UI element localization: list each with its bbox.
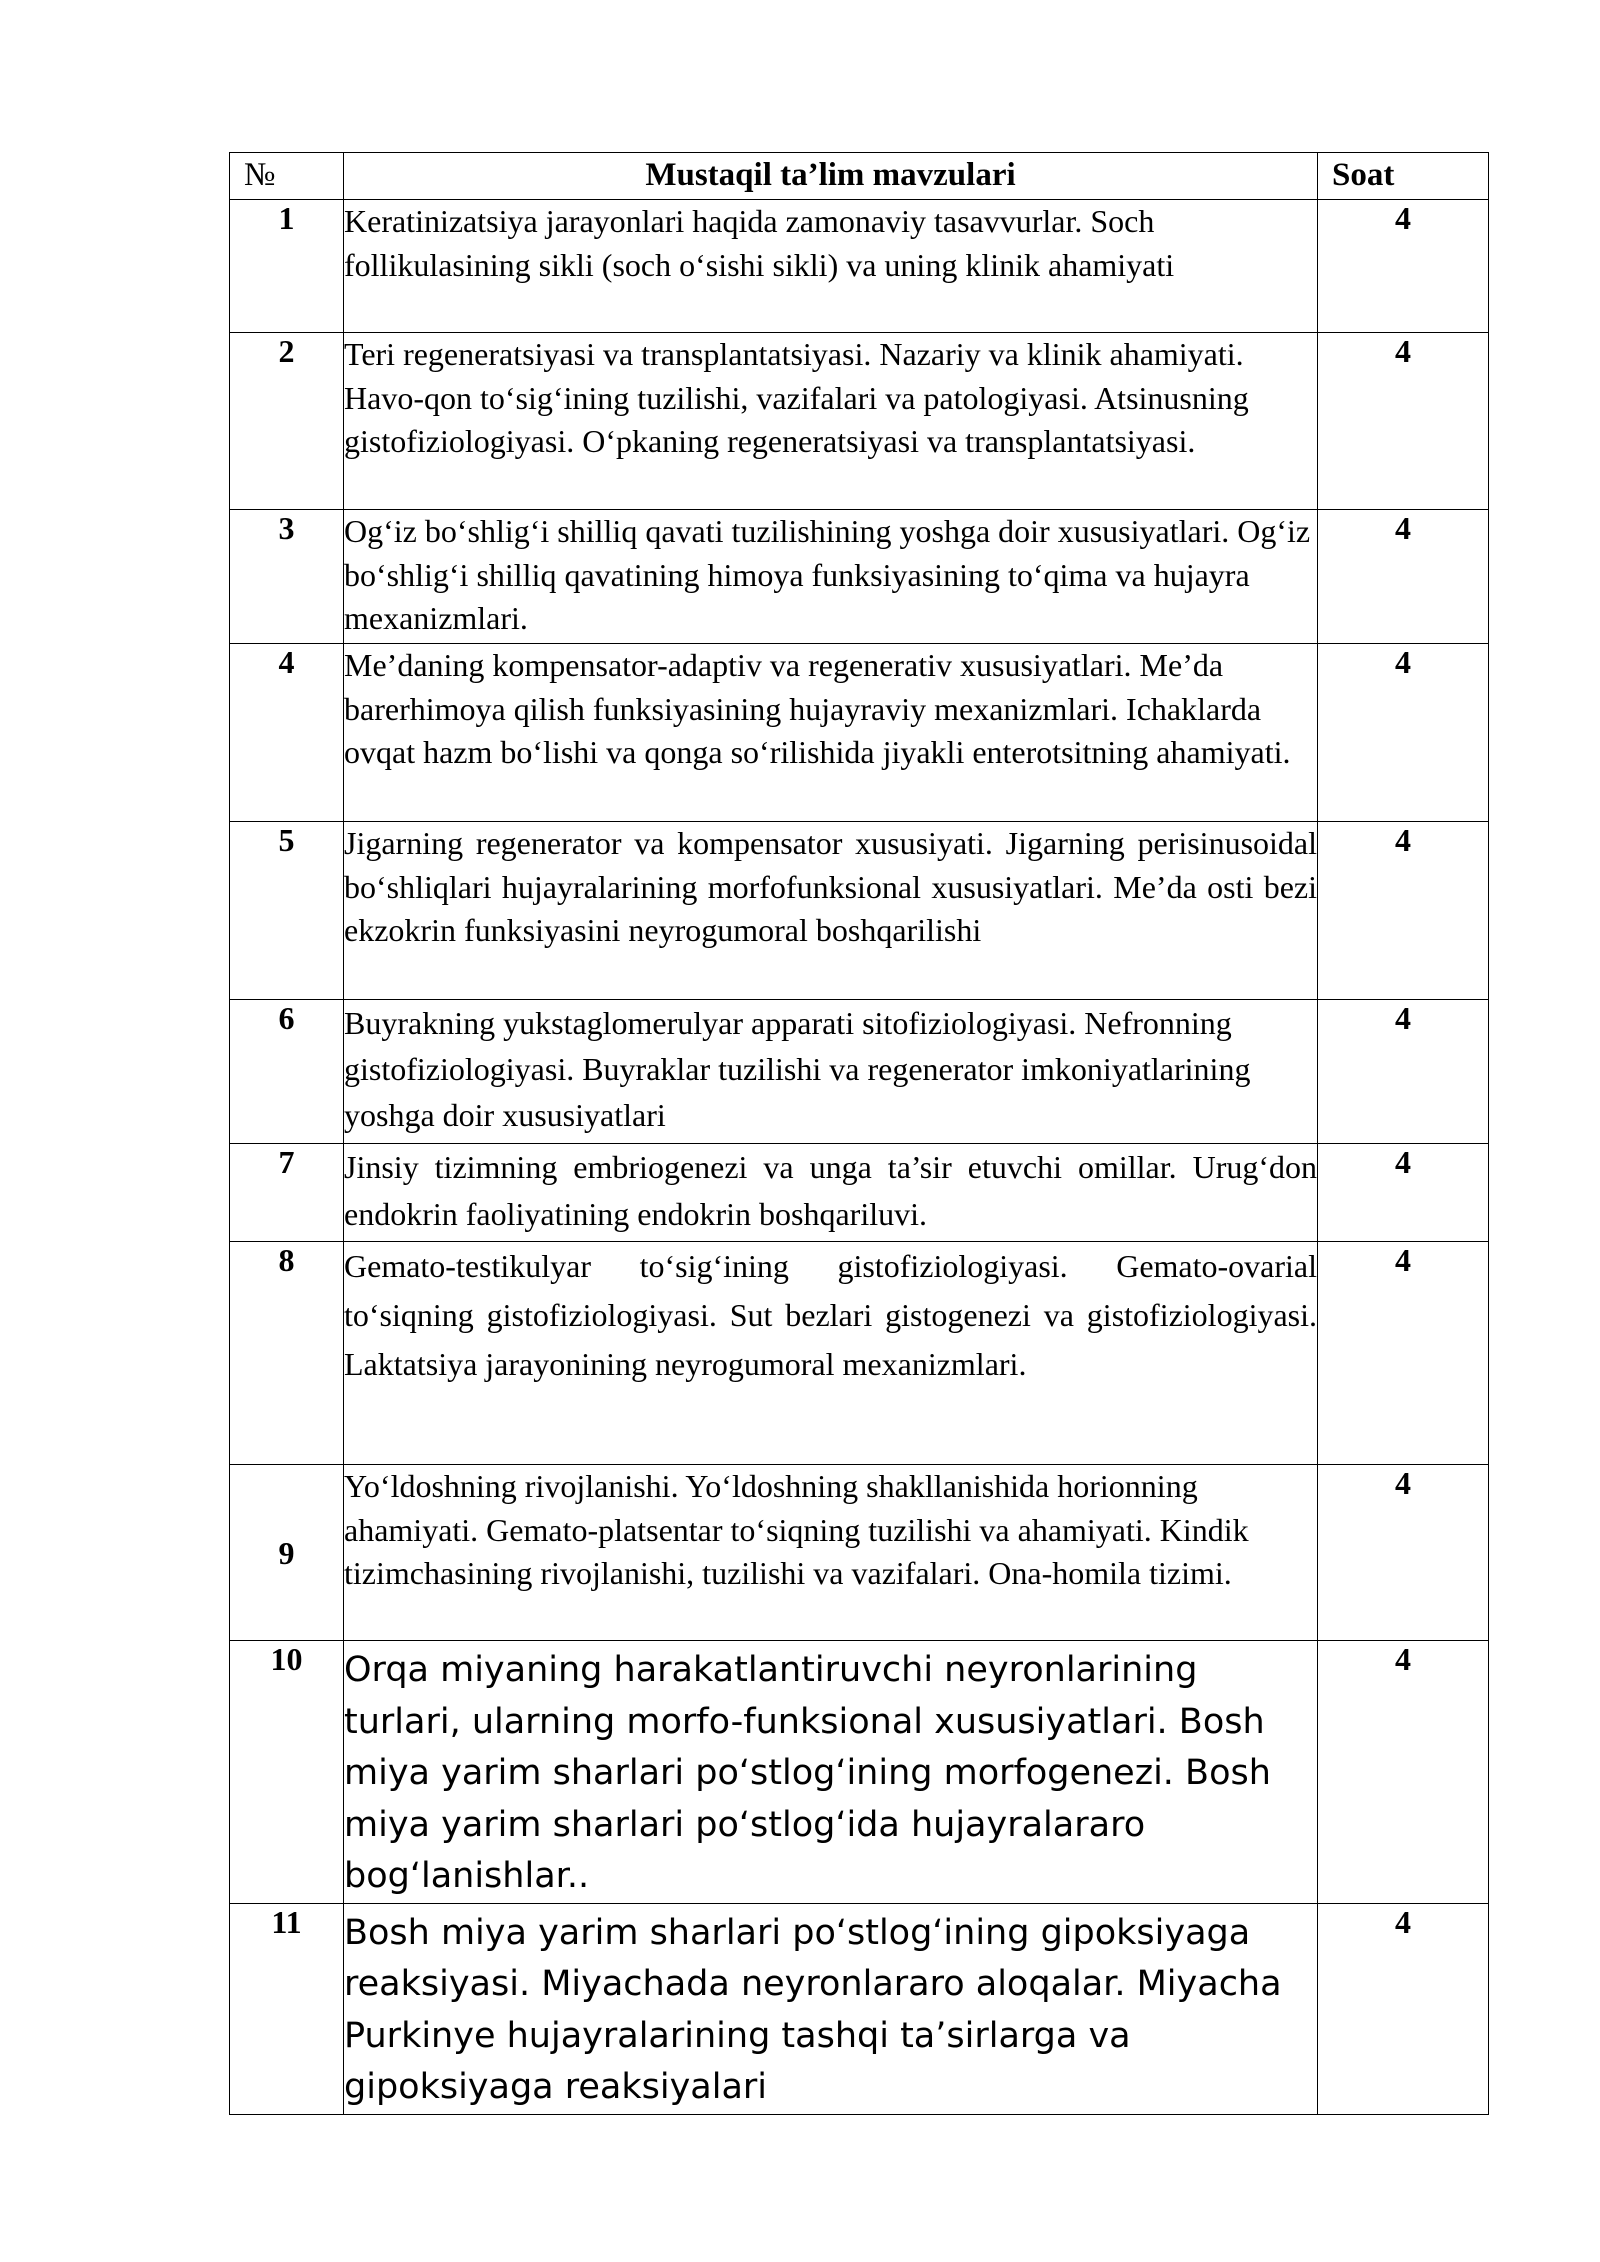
row-number: 9 <box>230 1465 344 1641</box>
row-topic: Keratinizatsiya jarayonlari haqida zamonaviy tasavvurlar. Soch follikulasining sikli (soch o‘sishi sikli) va uning klinik ahamiyati <box>344 200 1318 333</box>
header-hours: Soat <box>1318 153 1489 200</box>
row-number: 1 <box>230 200 344 333</box>
table-header-row <box>230 153 1489 200</box>
row-topic: Jigarning regenerator va kompensator xususiyati. Jigarning perisinusoidal bo‘shliqlari hujayralarining morfofunksional xususiyatlari. Me’da osti bezi ekzokrin funksiyasini neyrogumoral boshqarilishi <box>344 822 1318 1000</box>
table-row <box>230 1465 1489 1641</box>
row-number: 4 <box>230 644 344 822</box>
row-topic: Yo‘ldoshning rivojlanishi. Yo‘ldoshning shakllanishida horionning ahamiyati. Gemato-platsentar to‘siqning tuzilishi va ahamiyati. Kindik tizimchasining rivojlanishi, tuzilishi va vazifalari. Ona-homila tizimi. <box>344 1465 1318 1641</box>
row-topic: Orqa miyaning harakatlantiruvchi neyronlarining turlari, ularning morfo-funksional xususiyatlari. Bosh miya yarim sharlari po‘stlog‘ining morfogenezi. Bosh miya yarim sharlari po‘stlog‘ida hujayralararo bog‘lanishlar.. <box>344 1641 1318 1904</box>
row-topic: Bosh miya yarim sharlari po‘stlog‘ining gipoksiyaga reaksiyasi. Miyachada neyronlararo aloqalar. Miyacha Purkinye hujayralarining tashqi ta’sirlarga va gipoksiyaga reaksiyalari <box>344 1903 1318 2114</box>
table-row <box>230 510 1489 644</box>
row-topic: Buyrakning yukstaglomerulyar apparati sitofiziologiyasi. Nefronning gistofiziologiyasi. Buyraklar tuzilishi va regenerator imkoniyatlarining yoshga doir xususiyatlari <box>344 1000 1318 1144</box>
row-topic: Gemato-testikulyar to‘sig‘ining gistofiziologiyasi. Gemato-ovarial to‘siqning gistofiziologiyasi. Sut bezlari gistogenezi va gistofiziologiyasi. Laktatsiya jarayonining neyrogumoral mexanizmlari. <box>344 1242 1318 1465</box>
row-number: 3 <box>230 510 344 644</box>
table-row <box>230 200 1489 333</box>
row-hours: 4 <box>1318 1465 1489 1641</box>
header-topic: Mustaqil ta’lim mavzulari <box>344 153 1318 200</box>
row-hours: 4 <box>1318 1641 1489 1904</box>
table-row <box>230 644 1489 822</box>
row-number: 10 <box>230 1641 344 1904</box>
row-hours: 4 <box>1318 1242 1489 1465</box>
row-hours: 4 <box>1318 644 1489 822</box>
row-number: 5 <box>230 822 344 1000</box>
row-hours: 4 <box>1318 333 1489 510</box>
table-row <box>230 1903 1489 2114</box>
row-topic: Teri regeneratsiyasi va transplantatsiyasi. Nazariy va klinik ahamiyati. Havo-qon to‘sig‘ining tuzilishi, vazifalari va patologiyasi. Atsinusning gistofiziologiyasi. O‘pkaning regeneratsiyasi va transplantatsiyasi. <box>344 333 1318 510</box>
table-row <box>230 1144 1489 1242</box>
row-number: 6 <box>230 1000 344 1144</box>
row-topic: Og‘iz bo‘shlig‘i shilliq qavati tuzilishining yoshga doir xususiyatlari. Og‘iz bo‘shlig‘i shilliq qavatining himoya funksiyasining to‘qima va hujayra mexanizmlari. <box>344 510 1318 644</box>
row-hours: 4 <box>1318 1000 1489 1144</box>
row-number: 7 <box>230 1144 344 1242</box>
row-number: 8 <box>230 1242 344 1465</box>
row-number: 2 <box>230 333 344 510</box>
table-row <box>230 822 1489 1000</box>
row-topic: Jinsiy tizimning embriogenezi va unga ta’sir etuvchi omillar. Urug‘don endokrin faoliyatining endokrin boshqariluvi. <box>344 1144 1318 1242</box>
table-row <box>230 333 1489 510</box>
independent-study-topics-table <box>229 152 1489 2115</box>
row-hours: 4 <box>1318 822 1489 1000</box>
table-row <box>230 1641 1489 1904</box>
row-hours: 4 <box>1318 1144 1489 1242</box>
row-hours: 4 <box>1318 1903 1489 2114</box>
table-row <box>230 1242 1489 1465</box>
row-hours: 4 <box>1318 510 1489 644</box>
row-topic: Me’daning kompensator-adaptiv va regenerativ xususiyatlari. Me’da barerhimoya qilish funksiyasining hujayraviy mexanizmlari. Ichaklarda ovqat hazm bo‘lishi va qonga so‘rilishida jiyakli enterotsitning ahamiyati. <box>344 644 1318 822</box>
row-number: 11 <box>230 1903 344 2114</box>
table-row <box>230 1000 1489 1144</box>
header-number: № <box>230 153 344 200</box>
row-hours: 4 <box>1318 200 1489 333</box>
